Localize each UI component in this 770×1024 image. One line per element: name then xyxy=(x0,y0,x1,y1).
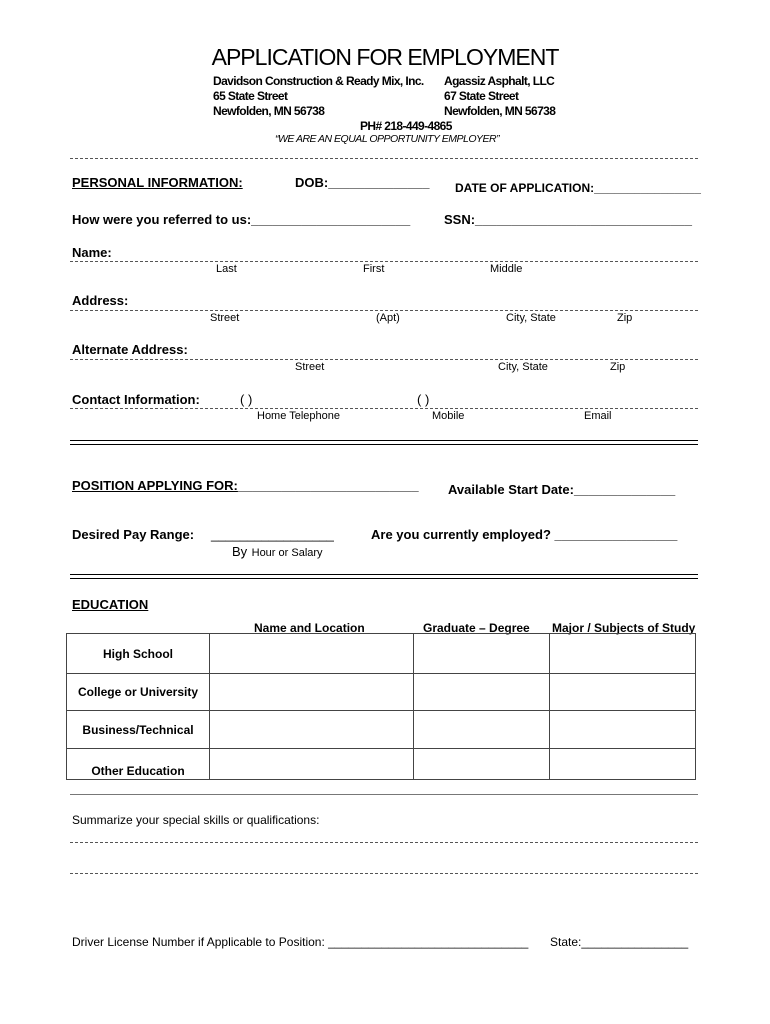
edu-col-name-location: Name and Location xyxy=(254,621,365,635)
address-sub-apt: (Apt) xyxy=(376,312,400,324)
divider xyxy=(70,794,698,795)
section-divider xyxy=(70,440,698,441)
company2-street: 67 State Street xyxy=(444,89,519,103)
currently-employed-field[interactable]: Are you currently employed? _________________ xyxy=(371,527,678,542)
edu-cell[interactable] xyxy=(550,749,696,780)
address-sub-street: Street xyxy=(210,312,240,324)
edu-cell[interactable] xyxy=(210,634,414,674)
edu-row-label: College or University xyxy=(67,674,210,711)
name-label: Name: xyxy=(72,245,112,260)
contact-label: Contact Information: xyxy=(72,392,200,407)
divider xyxy=(70,158,698,159)
table-row xyxy=(67,749,696,780)
contact-line[interactable] xyxy=(70,408,698,409)
position-applying-blank: _________________________ xyxy=(237,478,419,493)
edu-cell[interactable] xyxy=(550,674,696,711)
company1-name: Davidson Construction & Ready Mix, Inc. xyxy=(213,74,424,88)
pay-range-blank[interactable]: _________________ xyxy=(211,527,334,542)
ssn-field[interactable]: SSN:______________________________ xyxy=(444,212,692,227)
position-applying-label: POSITION APPLYING FOR: xyxy=(72,478,238,493)
position-applying-field[interactable] xyxy=(72,478,419,493)
name-line[interactable] xyxy=(70,261,698,262)
section-divider xyxy=(70,444,698,445)
edu-col-major: Major / Subjects of Study xyxy=(552,621,696,635)
edu-cell[interactable] xyxy=(414,711,550,749)
section-divider xyxy=(70,574,698,575)
education-heading: EDUCATION xyxy=(72,597,149,612)
company2-city: Newfolden, MN 56738 xyxy=(444,104,556,118)
alt-address-sub-zip: Zip xyxy=(610,361,626,373)
edu-cell[interactable] xyxy=(550,634,696,674)
license-state-field[interactable]: State:________________ xyxy=(550,935,689,949)
address-sub-city-state: City, State xyxy=(506,312,556,324)
pay-range-label: Desired Pay Range: xyxy=(72,527,195,542)
personal-info-heading: PERSONAL INFORMATION: xyxy=(72,175,243,190)
company1-street: 65 State Street xyxy=(213,89,288,103)
edu-cell[interactable] xyxy=(210,711,414,749)
driver-license-field[interactable]: Driver License Number if Applicable to Position: ______________________________ xyxy=(72,935,529,949)
company-phone: PH# 218-449-4865 xyxy=(360,119,452,133)
edu-col-graduate-degree: Graduate – Degree xyxy=(423,621,530,635)
contact-sub-mobile: Mobile xyxy=(432,410,465,422)
edu-cell[interactable] xyxy=(210,749,414,780)
edu-cell[interactable] xyxy=(414,749,550,780)
name-sub-first: First xyxy=(363,263,385,275)
date-of-application-field[interactable]: DATE OF APPLICATION:________________ xyxy=(455,181,701,195)
contact-sub-email: Email xyxy=(584,410,612,422)
eeo-statement: “WE ARE AN EQUAL OPPORTUNITY EMPLOYER” xyxy=(275,133,500,145)
edu-cell[interactable] xyxy=(414,674,550,711)
referred-field[interactable]: How were you referred to us:______________________ xyxy=(72,212,411,227)
edu-cell[interactable] xyxy=(550,711,696,749)
edu-cell[interactable] xyxy=(210,674,414,711)
skills-label: Summarize your special skills or qualifications: xyxy=(72,813,320,827)
address-label: Address: xyxy=(72,293,129,308)
company2-name: Agassiz Asphalt, LLC xyxy=(444,74,555,88)
skills-line[interactable] xyxy=(70,842,698,843)
pay-basis-note xyxy=(232,543,323,561)
address-line[interactable] xyxy=(70,310,698,311)
form-title: APPLICATION FOR EMPLOYMENT xyxy=(211,44,559,70)
skills-line[interactable] xyxy=(70,873,698,874)
edu-row-label: Business/Technical xyxy=(67,711,210,749)
edu-row-label: Other Education xyxy=(67,749,210,780)
mobile-area[interactable]: ( ) xyxy=(417,392,430,407)
table-row xyxy=(67,634,696,674)
address-sub-zip: Zip xyxy=(617,312,633,324)
by-word: By xyxy=(232,544,248,559)
alt-address-line[interactable] xyxy=(70,359,698,360)
education-table xyxy=(66,633,696,780)
alt-address-sub-city-state: City, State xyxy=(498,361,548,373)
home-phone-area[interactable]: ( ) xyxy=(240,392,253,407)
name-sub-middle: Middle xyxy=(490,263,523,275)
edu-cell[interactable] xyxy=(414,634,550,674)
alt-address-label: Alternate Address: xyxy=(72,342,188,357)
company1-city: Newfolden, MN 56738 xyxy=(213,104,325,118)
name-sub-last: Last xyxy=(216,263,237,275)
edu-row-label: High School xyxy=(67,634,210,674)
dob-field[interactable]: DOB:______________ xyxy=(295,175,430,190)
table-row xyxy=(67,711,696,749)
alt-address-sub-street: Street xyxy=(295,361,325,373)
available-start-date-field[interactable]: Available Start Date:______________ xyxy=(448,482,676,497)
table-row xyxy=(67,674,696,711)
contact-sub-home: Home Telephone xyxy=(257,410,340,422)
hour-or-salary: Hour or Salary xyxy=(251,547,323,559)
section-divider xyxy=(70,578,698,579)
